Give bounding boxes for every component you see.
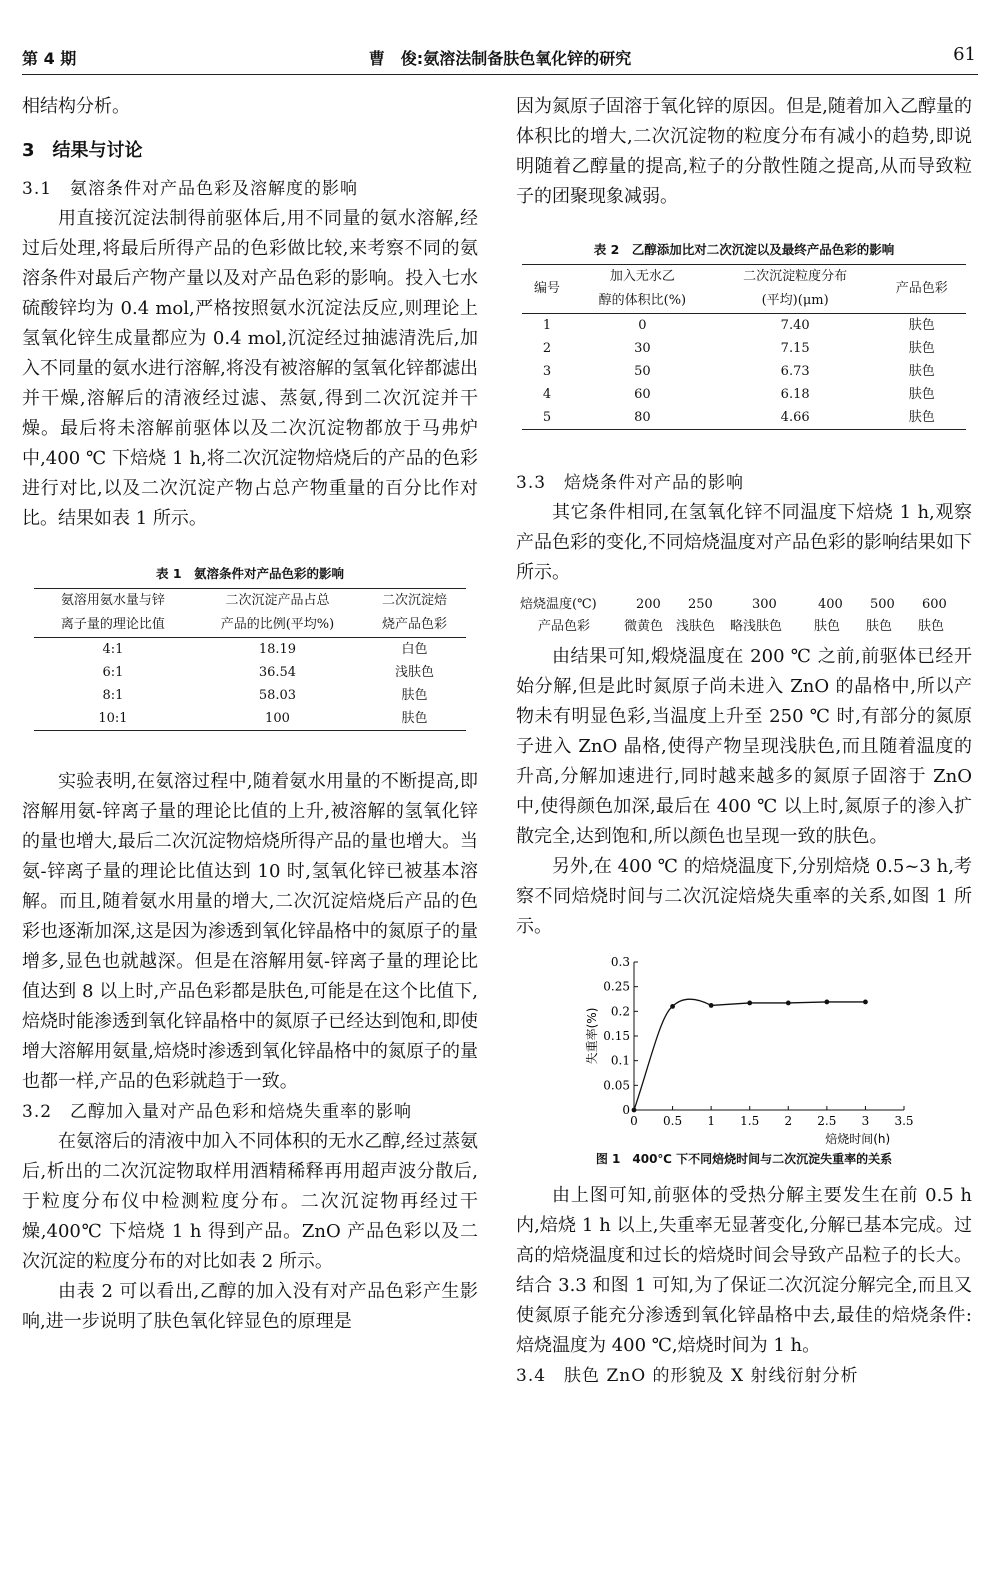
table-cell: 7.40 bbox=[780, 318, 810, 333]
table-row bbox=[34, 661, 466, 684]
y-tick-label: 0 bbox=[622, 1103, 630, 1117]
table-cell: 58.03 bbox=[258, 688, 297, 703]
x-tick-label: 1.5 bbox=[740, 1114, 760, 1128]
table-cell: 6:1 bbox=[102, 665, 124, 680]
article-title: 曹 俊:氨溶法制备肤色氧化锌的研究 bbox=[368, 49, 632, 68]
table-cell: 4:1 bbox=[102, 642, 124, 657]
table-cell: 8:1 bbox=[102, 688, 124, 703]
running-header bbox=[22, 40, 978, 75]
data-point bbox=[863, 1000, 868, 1005]
table-cell: 肤色 bbox=[908, 364, 935, 379]
table-row bbox=[522, 314, 966, 338]
left-column bbox=[22, 92, 478, 1337]
table-header: 醇的体积比(%) bbox=[572, 289, 713, 314]
y-tick-label: 0.15 bbox=[603, 1029, 630, 1043]
x-tick-label: 2.5 bbox=[817, 1114, 837, 1128]
paragraph: 在氨溶后的清液中加入不同体积的无水乙醇,经过蒸氨后,析出的二次沉淀物取样用酒精稀释再用超声波分散后,于粒度分布仪中检测粒度分布。二次沉淀物再经过干燥,400℃ 下焙烧 1 h 得到产品。ZnO 产品色彩以及二次沉淀的粒度分布的对比如表 2 所示。 bbox=[22, 1131, 478, 1272]
table-cell: 肤色 bbox=[908, 341, 935, 356]
table-header: (平均)(μm) bbox=[713, 289, 878, 314]
x-tick-label: 3.5 bbox=[894, 1114, 914, 1128]
table-row bbox=[522, 360, 966, 383]
y-tick-label: 0.25 bbox=[603, 979, 630, 994]
table-cell: 肤色 bbox=[908, 318, 935, 333]
table-cell: 肤色 bbox=[401, 711, 428, 726]
temperature-value: 600 bbox=[922, 597, 947, 612]
temperature-value: 500 bbox=[870, 597, 895, 612]
temperature-row bbox=[516, 594, 972, 616]
table-1 bbox=[34, 588, 466, 731]
color-label: 产品色彩 bbox=[538, 619, 591, 634]
x-tick-label: 0 bbox=[630, 1114, 638, 1128]
table-cell: 2 bbox=[542, 341, 552, 356]
table-cell: 1 bbox=[542, 318, 552, 333]
data-point bbox=[786, 1001, 791, 1006]
subsection-heading-3-2: 3.2 乙醇加入量对产品色彩和焙烧失重率的影响 bbox=[22, 1102, 413, 1122]
data-point bbox=[824, 1000, 829, 1005]
y-tick-label: 0.2 bbox=[610, 1004, 630, 1019]
x-tick-label: 3 bbox=[861, 1114, 870, 1128]
paragraph: 由表 2 可以看出,乙醇的加入没有对产品色彩产生影响,进一步说明了肤色氧化锌显色的原理是 bbox=[22, 1281, 478, 1332]
table-header: 产品的比例(平均%) bbox=[192, 613, 363, 638]
section-heading-3: 3 结果与讨论 bbox=[22, 140, 143, 161]
data-point bbox=[632, 1108, 637, 1113]
paragraph-continued: 因为氮原子固溶于氧化锌的原因。但是,随着加入乙醇量的体积比的增大,二次沉淀物的粒度分布有减小的趋势,即说明随着乙醇量的提高,粒子的分散性随之提高,从而导致粒子的团聚现象减弱。 bbox=[516, 96, 972, 207]
y-tick-label: 0.1 bbox=[610, 1053, 630, 1068]
figure-1-chart bbox=[516, 950, 972, 1150]
table-row bbox=[522, 337, 966, 360]
table-header: 二次沉淀产品占总 bbox=[225, 593, 330, 608]
table-cell: 肤色 bbox=[908, 410, 935, 425]
table-cell: 18.19 bbox=[258, 642, 297, 657]
table-cell: 4 bbox=[542, 387, 552, 402]
paragraph: 由上图可知,前驱体的受热分解主要发生在前 0.5 h 内,焙烧 1 h 以上,失重率无显著变化,分解已基本完成。过高的焙烧温度和过长的焙烧时间会导致产品粒子的长大。结合 3.3 和图 1 可知,为了保证二次沉淀分解完全,而且又使氮原子能充分渗透到氧化锌晶格中去,最佳的焙烧条件:焙烧温度为 400 ℃,焙烧时间为 1 h。 bbox=[516, 1185, 972, 1356]
data-point bbox=[670, 1004, 675, 1009]
table-cell: 5 bbox=[542, 410, 552, 425]
temperature-label: 焙烧温度(℃) bbox=[520, 597, 597, 612]
table-2 bbox=[522, 264, 966, 430]
paragraph: 用直接沉淀法制得前驱体后,用不同量的氨水溶解,经过后处理,将最后所得产品的色彩做比较,来考察不同的氨溶条件对最后产物产量以及对产品色彩的影响。投入七水硫酸锌均为 0.4 mol,严格按照氨水沉淀法反应,则理论上氢氧化锌生成量都应为 0.4 mol,沉淀经过抽滤清洗后,加入不同量的氨水进行溶解,将没有被溶解的氢氧化锌都滤出并干燥,溶解后的清液经过滤、蒸氨,得到二次沉淀并干燥。最后将未溶解前驱体以及二次沉淀物都放于马弗炉中,400 ℃ 下焙烧 1 h,将二次沉淀物焙烧后的产品的色彩进行对比,以及二次沉淀产物占总产物重量的百分比作对比。结果如表 1 所示。 bbox=[22, 208, 478, 529]
table-row bbox=[522, 383, 966, 406]
table-row bbox=[34, 707, 466, 731]
table-header: 编号 bbox=[522, 265, 572, 314]
table-row bbox=[34, 638, 466, 662]
color-value: 肤色 bbox=[866, 619, 893, 634]
table-header: 烧产品色彩 bbox=[363, 613, 466, 638]
table-header: 加入无水乙 bbox=[609, 269, 675, 284]
data-point bbox=[747, 1001, 752, 1006]
color-row bbox=[516, 616, 972, 638]
subsection-heading-3-1: 3.1 氨溶条件对产品色彩及溶解度的影响 bbox=[22, 179, 359, 199]
x-tick-label: 2 bbox=[784, 1114, 793, 1128]
table-cell: 4.66 bbox=[780, 410, 810, 425]
temperature-value: 200 bbox=[636, 597, 661, 612]
paragraph: 其它条件相同,在氢氧化锌不同温度下焙烧 1 h,观察产品色彩的变化,不同焙烧温度对产品色彩的影响结果如下所示。 bbox=[516, 502, 972, 583]
table-header: 氨溶用氨水量与锌 bbox=[60, 593, 165, 608]
table-header: 二次沉淀粒度分布 bbox=[743, 269, 848, 284]
table-header: 产品色彩 bbox=[878, 265, 966, 314]
series-line bbox=[634, 999, 865, 1110]
x-axis-label: 焙烧时间(h) bbox=[825, 1132, 891, 1146]
issue-number: 第 4 期 bbox=[22, 49, 77, 68]
color-value: 肤色 bbox=[918, 619, 945, 634]
color-value: 肤色 bbox=[814, 619, 841, 634]
table-cell: 6.18 bbox=[780, 387, 810, 402]
paragraph: 由结果可知,煅烧温度在 200 ℃ 之前,前驱体已经开始分解,但是此时氮原子尚未进入 ZnO 的晶格中,所以产物未有明显色彩,当温度上升至 250 ℃ 时,有部分的氮原子进入 ZnO 晶格,使得产物呈现浅肤色,而且随着温度的升高,分解加速进行,同时越来越多的氮原子固溶于 ZnO 中,使得颜色加深,最后在 400 ℃ 以上时,氮原子的渗入扩散完全,达到饱和,所以颜色也呈现一致的肤色。 bbox=[516, 646, 972, 847]
table-row bbox=[522, 406, 966, 430]
data-point bbox=[709, 1003, 714, 1008]
figure-1-caption: 图 1 400℃ 下不同焙烧时间与二次沉淀失重率的关系 bbox=[595, 1152, 893, 1166]
paragraph: 实验表明,在氨溶过程中,随着氨水用量的不断提高,即溶解用氨-锌离子量的理论比值的上升,被溶解的氢氧化锌的量也增大,最后二次沉淀物焙烧所得产品的量也增大。当氨-锌离子量的理论比值达到 10 时,氢氧化锌已被基本溶解。而且,随着氨水用量的增大,二次沉淀焙烧后产品的色彩也逐渐加深,这是因为渗透到氧化锌晶格中的氮原子的量增多,显色也就越深。但是在溶解用氨-锌离子量的理论比值达到 8 以上时,产品色彩都是肤色,可能是在这个比值下,焙烧时能渗透到氧化锌晶格中的氮原子已经达到饱和,即使增大溶解用氨量,焙烧时渗透到氧化锌晶格中的氮原子的量也都一样,产品的色彩就趋于一致。 bbox=[22, 771, 478, 1092]
table-row bbox=[34, 684, 466, 707]
table-cell: 50 bbox=[634, 364, 651, 379]
table-cell: 10:1 bbox=[98, 711, 128, 726]
table-header: 离子量的理论比值 bbox=[34, 613, 192, 638]
y-axis-label: 失重率(%) bbox=[585, 1007, 599, 1065]
paragraph-continued: 相结构分析。 bbox=[22, 96, 130, 117]
table-cell: 浅肤色 bbox=[395, 665, 435, 680]
page-number: 61 bbox=[953, 44, 976, 65]
color-value: 浅肤色 bbox=[676, 619, 716, 634]
table-cell: 60 bbox=[634, 387, 651, 402]
paragraph: 另外,在 400 ℃ 的焙烧温度下,分别焙烧 0.5~3 h,考察不同焙烧时间与二次沉淀焙烧失重率的关系,如图 1 所示。 bbox=[516, 856, 972, 937]
table-cell: 80 bbox=[634, 410, 651, 425]
table-cell: 100 bbox=[265, 711, 290, 726]
temperature-value: 250 bbox=[688, 597, 713, 612]
table-header: 二次沉淀焙 bbox=[382, 593, 448, 608]
table-cell: 30 bbox=[634, 341, 651, 356]
table-cell: 白色 bbox=[401, 642, 428, 657]
x-tick-label: 0.5 bbox=[663, 1114, 683, 1128]
temperature-value: 400 bbox=[818, 597, 843, 612]
table-cell: 0 bbox=[638, 318, 647, 333]
temperature-color-list bbox=[516, 594, 972, 638]
color-value: 略浅肤色 bbox=[730, 619, 783, 634]
table-cell: 肤色 bbox=[908, 387, 935, 402]
table-cell: 7.15 bbox=[780, 341, 810, 356]
figure-1 bbox=[516, 950, 972, 1167]
table-cell: 肤色 bbox=[401, 688, 428, 703]
table-cell: 6.73 bbox=[780, 364, 810, 379]
subsection-heading-3-4: 3.4 肤色 ZnO 的形貌及 X 射线衍射分析 bbox=[516, 1366, 859, 1386]
x-tick-label: 1 bbox=[707, 1114, 715, 1128]
subsection-heading-3-3: 3.3 焙烧条件对产品的影响 bbox=[516, 473, 745, 493]
y-tick-label: 0.3 bbox=[610, 955, 630, 969]
right-column bbox=[516, 92, 972, 1391]
y-tick-label: 0.05 bbox=[603, 1078, 630, 1093]
temperature-value: 300 bbox=[752, 597, 777, 612]
color-value: 微黄色 bbox=[624, 619, 664, 634]
table-cell: 36.54 bbox=[258, 665, 297, 680]
table-2-caption: 表 2 乙醇添加比对二次沉淀以及最终产品色彩的影响 bbox=[593, 242, 895, 257]
table-1-caption: 表 1 氨溶条件对产品色彩的影响 bbox=[155, 566, 345, 581]
table-cell: 3 bbox=[542, 364, 552, 379]
